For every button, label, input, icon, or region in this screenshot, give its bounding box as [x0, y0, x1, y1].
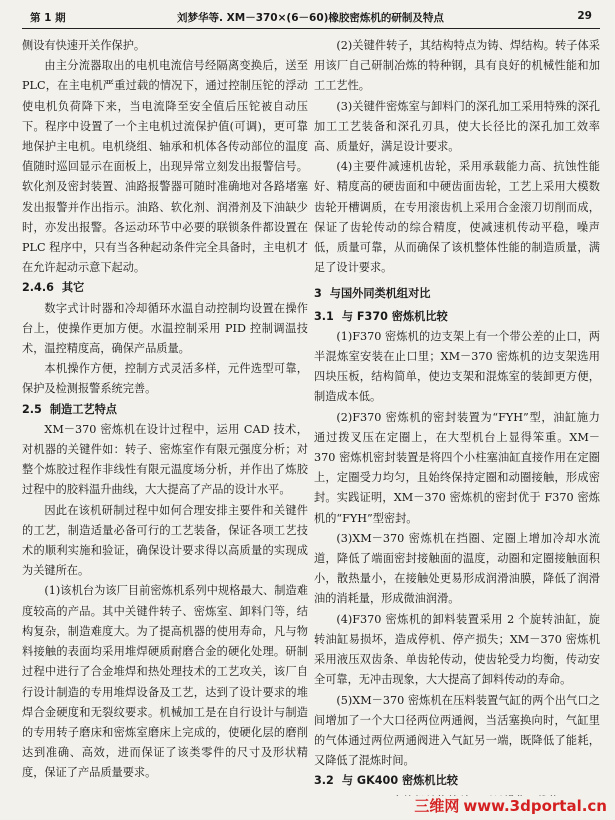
paragraph: (1)该机台为该厂目前密炼机系列中规格最大、制造难度较高的产品。其中关键件转子、密炼室、卸料门等，结构复杂，制造难度大。为了提高机器的使用寿命，凡与物料接触的表面均采用堆焊硬质耐磨合金的硬化处理。研制过程中进行了合金堆焊和热处理技术的工艺攻关，该厂自行设计制造的专用堆焊设备及工艺，达到了设计要求的堆焊合金硬度和无裂纹要求。机械加工是在自行设计与制造的专用转子磨床和密炼室磨床上完成的，使硬化层的磨削达到准确、高效，进而保证了该类零件的尺寸及形状精度，保证了产品质量要求。	[22, 584, 308, 780]
section-title: 与 F370 密炼机比较	[341, 309, 448, 323]
section-heading-2-4-6	[22, 278, 308, 298]
section-number: 3	[314, 287, 322, 301]
paragraph: (3)XM－370 密炼机在挡圈、定圈上增加冷却水流道，降低了端面密封接触面的温度，动圈和定圈接触面积小，散热量小，在接触处更易形成润滑油膜，降低了润滑油的消耗量，形成微油润滑。	[314, 531, 600, 606]
paragraph: (5)XM－370 密炼机在压料装置气缸的两个出气口之间增加了一个大口径两位两通阀，当活塞换向时，气缸里的气体通过两位两通阀进入气缸另一端，既降低了能耗，又降低了混炼时间。	[314, 693, 600, 768]
section-number: 2.5	[22, 402, 42, 416]
paragraph: 本机操作方便，控制方式灵活多样，元件选型可靠，保护及检测报警系统完善。	[22, 362, 308, 396]
watermark-logo-text: 三维网	[414, 797, 460, 815]
paragraph: XM－370 密炼机在设计过程中，运用 CAD 技术，对机器的关键件如：转子、密炼室作有限元强度分析；对整个炼胶过程作非线性有限元温度场分析，并作出了炼胶过程中的胶料温升曲线，大大提高了产品的设计水平。	[22, 422, 308, 497]
paragraph: (2)关键件转子，其结构特点为铸、焊结构。转子体采用该厂自己研制冶炼的特种钢，具有良好的机械性能和加工工艺性。	[314, 39, 600, 93]
section-title: 与 GK400 密炼机比较	[341, 774, 458, 788]
paragraph: 侧设有快速开关作保护。	[22, 39, 146, 52]
paragraph: 数字式计时器和冷却循环水温自动控制均设置在操作台上，使操作更加方便。水温控制采用 PID 控制调温技术，温控精度高，确保产品质量。	[22, 301, 308, 356]
section-heading-3-2	[314, 771, 600, 791]
section-number: 2.4.6	[22, 281, 54, 295]
paragraph: 由主分流器取出的电机电流信号经隔离变换后，送至 PLC，在主电机严重过载的情况下，通过控制压铊的浮动使电机负荷降下来，当电流降至安全值后压铊被自动压下。程序中设置了一个主电机过流保护值(可调)，更可靠地保护主电机。电机绕组、轴承和机体各传动部位的温度值随时巡回显示在面板上，出现异常立刻发出报警信号。软化剂及密封装置、油路报警器可随时准确地对各路堵塞发出报警并作出指示。油路、软化剂、润滑剂及下油缺少时，亦发出报警。各运动环节中必要的联锁条件都设置在 PLC 程序中，只有当各种起动条件完全具备时，主电机才在允许起动示意下起动。	[22, 59, 308, 275]
issue-number: 第 1 期	[30, 12, 66, 24]
paragraph: (2)F370 密炼机的密封装置为“FYH”型，油缸施力通过拨叉压在定圈上，在大型机台上显得笨重。XM－370 密炼机密封装置是将四个小柱塞油缸直接作用在定圈上，定圈受力均匀，且始终保持定圈和动圈接触，形成密封。实践证明，XM－370 密炼机的密封优于 F370 密炼机的“FYH”型密封。	[314, 410, 600, 525]
section-heading-2-5	[22, 400, 308, 420]
section-number: 3.2	[314, 774, 334, 788]
section-number: 3.1	[314, 309, 334, 323]
section-heading-3-1	[314, 307, 600, 327]
page-number: 29	[577, 10, 592, 22]
page-header	[22, 6, 600, 29]
watermark-url: www.3dportal.cn	[463, 797, 607, 815]
running-title: 刘梦华等. XM－370×(6－60)橡胶密炼机的研制及特点	[177, 12, 444, 24]
paragraph: (4)主要件减速机齿轮，采用承载能力高、抗蚀性能好、精度高的硬齿面和中硬齿面齿轮，工艺上采用大模数齿轮开槽调质，在专用滚齿机上采用合金滚刀切削而成，保证了齿轮传动的综合精度，使减速机传动平稳，噪声低，质量可靠，从而确保了该机整体性能的制造质量，满足了设计要求。	[314, 160, 600, 275]
left-column	[22, 36, 308, 796]
right-column	[314, 36, 600, 796]
paragraph: (3)关键件密炼室与卸料门的深孔加工采用特殊的深孔加工工艺装备和深孔刃具，使大长径比的深孔加工效率高、质量好，满足设计要求。	[314, 99, 600, 154]
section-title: 制造工艺特点	[49, 402, 117, 416]
paragraph: (4)F370 密炼机的卸料装置采用 2 个旋转油缸，旋转油缸易损坏，造成停机、停产损失；XM－370 密炼机采用液压双齿条、单齿轮传动，使齿轮受力均衡，传动安全可靠，无冲击现象，大大提高了卸料传动的寿命。	[314, 612, 600, 687]
site-watermark	[414, 795, 607, 816]
paragraph: 因此在该机研制过程中如何合理安排主要件和关键件的工艺，制造适量必备可行的工艺装备，保证各项工艺技术的顺利实施和验证，确保设计要求得以高质量的实现成为关键所在。	[22, 503, 308, 578]
section-heading-3	[314, 284, 600, 304]
section-title: 其它	[61, 281, 85, 295]
section-title: 与国外同类机组对比	[329, 287, 431, 301]
paragraph: (1)F370 密炼机的边支架上有一个带公差的止口，两半混炼室安装在止口里；XM－370 密炼机的边支架选用四块压板，结构简单，使边支架和混炼室的装卸更方便，制造成本低。	[314, 329, 600, 404]
